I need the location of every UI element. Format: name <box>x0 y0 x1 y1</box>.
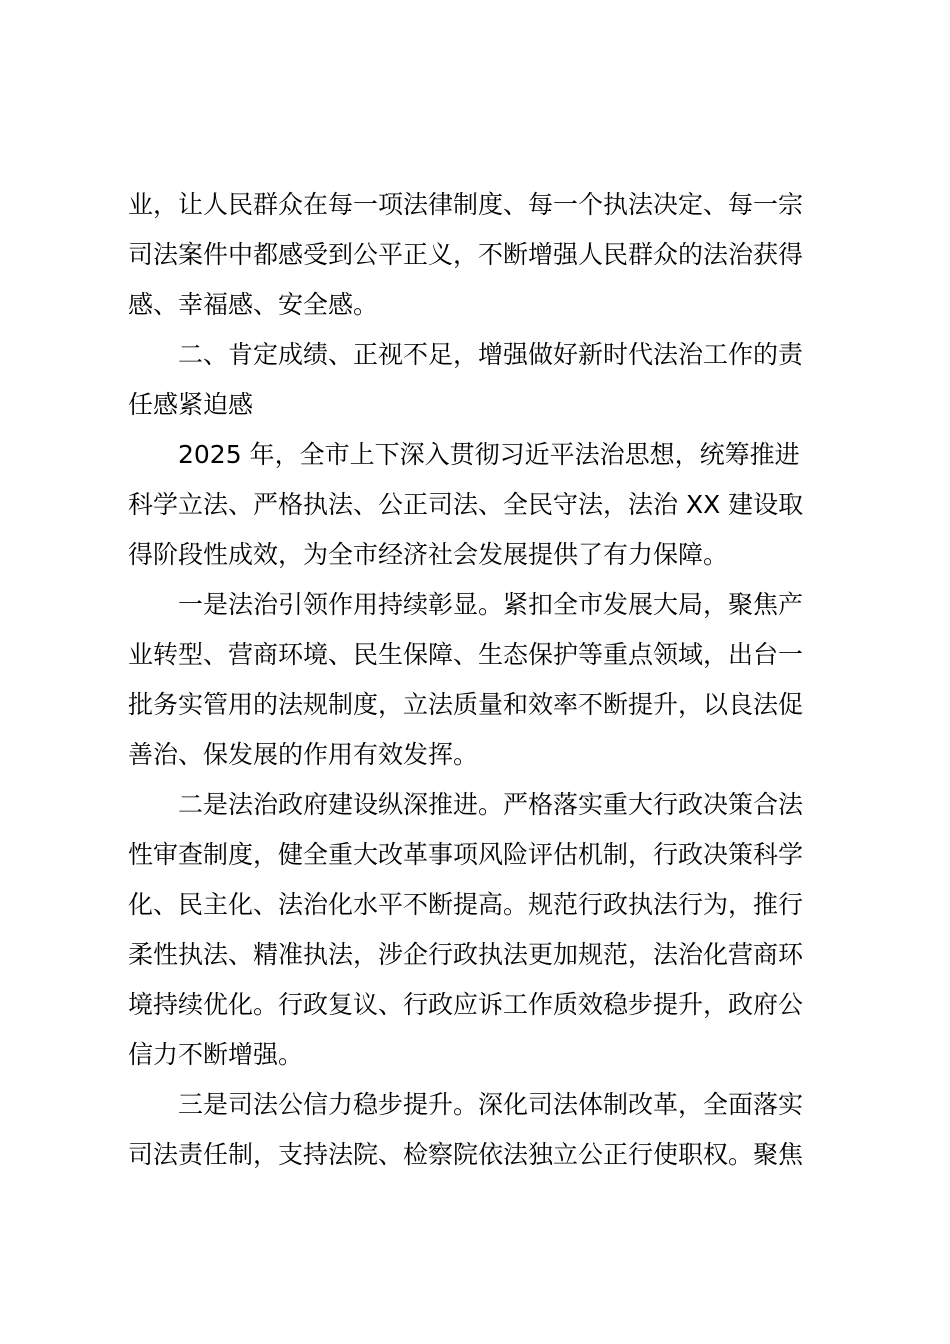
text-line: 善治、保发展的作用有效发挥。 <box>128 740 479 769</box>
text-line: 性审查制度，健全重大改革事项风险评估机制，行政决策科学 <box>128 840 804 869</box>
text-line: 业转型、营商环境、民生保障、生态保护等重点领域，出台一 <box>128 640 804 669</box>
text-line: 批务实管用的法规制度，立法质量和效率不断提升，以良法促 <box>128 690 804 719</box>
section-heading-line: 二、肯定成绩、正视不足，增强做好新时代法治工作的责 <box>178 340 804 369</box>
text-line: 三是司法公信力稳步提升。深化司法体制改革，全面落实 <box>178 1090 804 1119</box>
text-line: 信力不断增强。 <box>128 1040 304 1069</box>
text-line: 2025 年，全市上下深入贯彻习近平法治思想，统筹推进 <box>178 440 800 469</box>
text-line: 科学立法、严格执法、公正司法、全民守法，法治 XX 建设取 <box>128 490 804 519</box>
text-line: 境持续优化。行政复议、行政应诉工作质效稳步提升，政府公 <box>128 990 804 1019</box>
document-body <box>128 180 838 1180</box>
text-line: 司法案件中都感受到公平正义，不断增强人民群众的法治获得 <box>128 240 804 269</box>
text-line: 司法责任制，支持法院、检察院依法独立公正行使职权。聚焦 <box>128 1140 804 1169</box>
text-line: 感、幸福感、安全感。 <box>128 290 379 319</box>
text-line: 一是法治引领作用持续彰显。紧扣全市发展大局，聚焦产 <box>178 590 804 619</box>
text-line: 得阶段性成效，为全市经济社会发展提供了有力保障。 <box>128 540 729 569</box>
text-line: 柔性执法、精准执法，涉企行政执法更加规范，法治化营商环 <box>128 940 804 969</box>
text-line: 化、民主化、法治化水平不断提高。规范行政执法行为，推行 <box>128 890 804 919</box>
section-heading-line: 任感紧迫感 <box>128 390 254 419</box>
text-line: 业，让人民群众在每一项法律制度、每一个执法决定、每一宗 <box>128 190 804 219</box>
text-line: 二是法治政府建设纵深推进。严格落实重大行政决策合法 <box>178 790 804 819</box>
